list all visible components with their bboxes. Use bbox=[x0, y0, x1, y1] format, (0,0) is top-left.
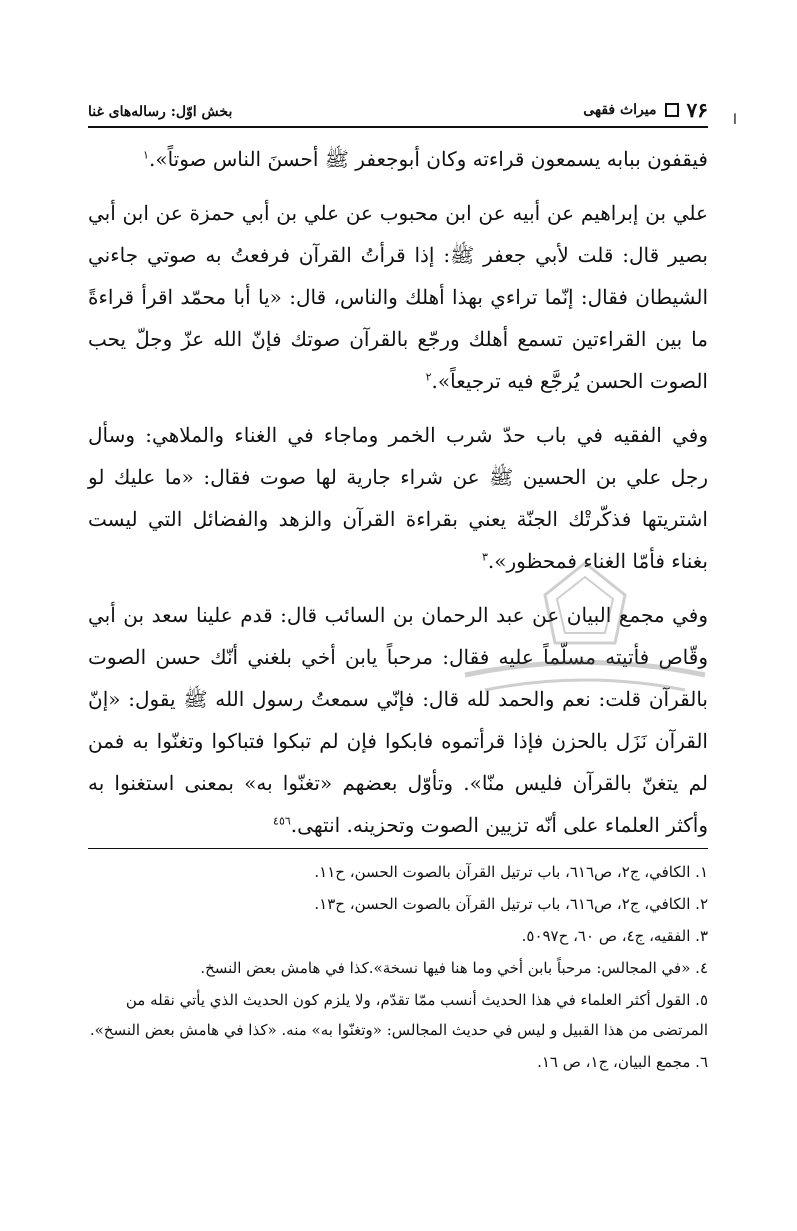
paragraph: فيقفون ببابه يسمعون قراءته وكان أبوجعفر ﷺ أحسنَ الناس صوتاً».$^١$ bbox=[143, 147, 708, 171]
header-right-block bbox=[583, 98, 708, 126]
main-text bbox=[88, 138, 708, 838]
footnotes bbox=[88, 848, 708, 1079]
footnote: ٤. «في المجالس: مرحباً بابن أخي وما هنا فيها نسخة».كذا في هامش بعض النسخ. bbox=[200, 959, 708, 977]
footnote: ٣. الفقيه، ج٤، ص ٦٠، ح٥٠٩٧. bbox=[521, 927, 708, 945]
corner-mark: ا bbox=[733, 112, 737, 128]
page-number: ۷۶ bbox=[686, 98, 708, 122]
footnote: ٢. الكافي، ج٢، ص٦١٦، باب ترتيل القرآن بالصوت الحسن، ح١٣. bbox=[314, 895, 708, 913]
paragraph: علي بن إبراهيم عن أبيه عن ابن محبوب عن علي بن أبي حمزة عن ابن أبي بصير قال: قلت لأبي جعفر ﷺ: إذا قرأتُ القرآن فرفعتُ به صوتي جاءني الشيطان فقال: إنّما تراءي بهذا أهلك والناس، قال: «يا أبا محمّد اقرأ قراءةً ما بين القراءتين تسمع أهلك ورجّع بالقرآن صوتك فإنّ الله عزّ وجلّ يحب الصوت الحسن يُرجَّع فيه ترجيعاً».$^٢$ bbox=[88, 201, 708, 393]
square-ornament-icon bbox=[665, 103, 679, 117]
footnote: ٥. القول أكثر العلماء في هذا الحديث أنسب ممّا تقدّم، ولا يلزم كون الحديث الذي يأتي نقله من المرتضى من هذا القبيل و ليس في حديث المجالس: «وتغنّوا به» منه. «كذا في هامش بعض النسخ». bbox=[89, 991, 708, 1039]
paragraph: وفي الفقيه في باب حدّ شرب الخمر وماجاء في الغناء والملاهي: وسأل رجل علي بن الحسين ﷺ عن شراء جارية لها صوت فقال: «ما عليك لو اشتريتها فذكّرتْك الجنّة يعني بقراءة القرآن والزهد والفضائل التي ليست بغناء فأمّا الغناء فمحظور».$^٣$ bbox=[88, 423, 708, 573]
footnote: ١. الكافي، ج٢، ص٦١٦، باب ترتيل القرآن بالصوت الحسن، ح١١. bbox=[314, 863, 708, 881]
running-header bbox=[88, 92, 708, 128]
paragraph: وفي مجمع البيان عن عبد الرحمان بن السائب قال: قدم علينا سعد بن أبي وقّاص فأتيته مسلّماً عليه فقال: مرحباً يابن أخي بلغني أنّك حسن الصوت بالقرآن قلت: نعم والحمد لله قال: فإنّي سمعتُ رسول الله ﷺ يقول: «إنّ القرآن نَزَل بالحزن فإذا قرأتموه فابكوا فإن لم تبكوا فتباكوا وتغنّوا به فمن لم يتغنّ بالقرآن فليس منّا». وتأوّل بعضهم «تغنّوا به» بمعنى استغنوا به وأكثر العلماء على أنّه تزيين الصوت وتحزينه. انتهى.$^{٤٥٦}$ bbox=[88, 603, 708, 837]
section-title: میراث فقهی bbox=[583, 102, 657, 118]
part-title: بخش اوّل: رساله‌های غنا bbox=[88, 104, 233, 120]
footnote: ٦. مجمع البيان، ج١، ص ١٦. bbox=[537, 1053, 708, 1071]
